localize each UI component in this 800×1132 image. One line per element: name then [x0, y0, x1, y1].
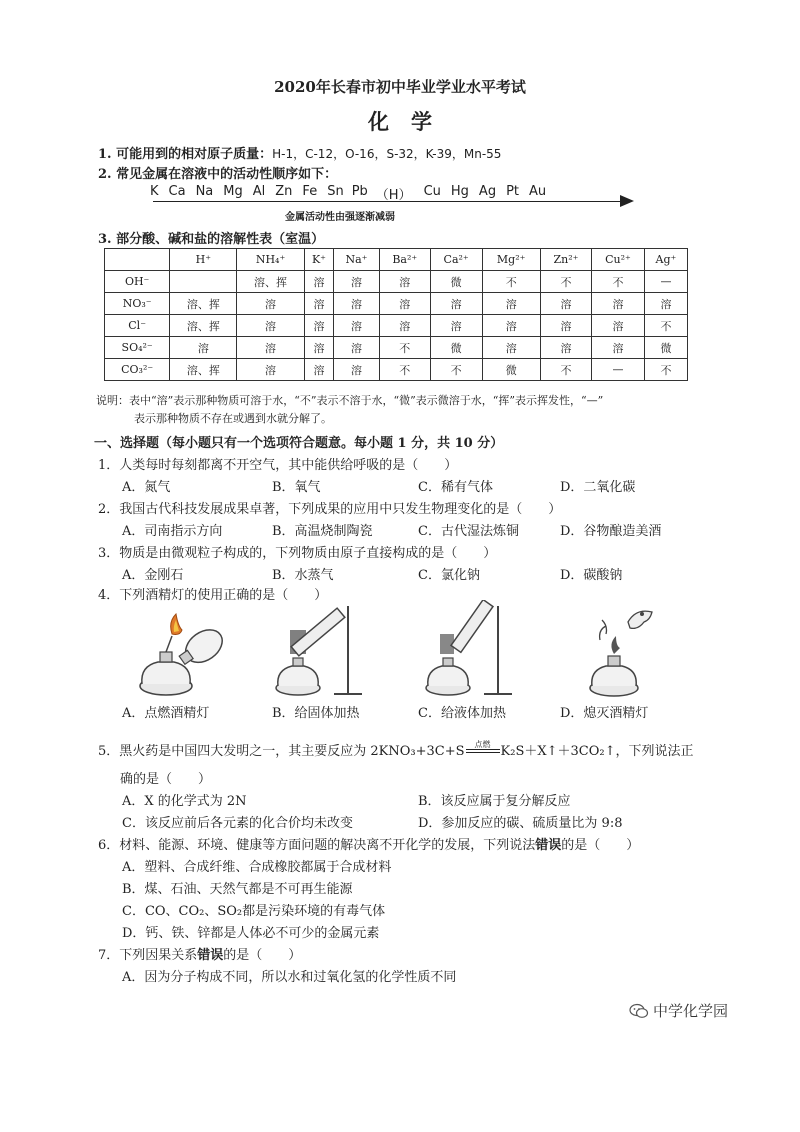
note-activity-series: 2. 常见金属在溶液中的活动性顺序如下：: [98, 167, 338, 182]
table-row-header: SO₄²⁻: [105, 337, 170, 359]
question-4-option-a[interactable]: A．点燃酒精灯: [122, 706, 210, 721]
table-cell: 溶: [237, 337, 304, 359]
table-cell: 不: [379, 337, 430, 359]
metal-symbol: （H）: [375, 188, 412, 203]
table-cell: 溶: [379, 271, 430, 293]
question-7-stem-emphasis: 错误: [197, 948, 224, 963]
question-3-option-d[interactable]: D．碳酸钠: [560, 568, 623, 583]
table-header-cell: K⁺: [304, 249, 334, 271]
table-note-line1: 说明：表中“溶”表示那种物质可溶于水，“不”表示不溶于水，“微”表示微溶于水，“挥”表示挥发性，“—”: [96, 394, 604, 407]
table-row-header: Cl⁻: [105, 315, 170, 337]
metal-symbol: Al: [252, 184, 266, 199]
question-7-stem-pre: 7．下列因果关系: [98, 948, 198, 963]
question-7-stem-post: 的是（ ）: [223, 948, 302, 963]
question-3-stem: 3．物质是由微观粒子构成的，下列物质由原子直接构成的是（ ）: [98, 546, 497, 561]
table-row: [105, 337, 688, 359]
table-cell: 溶: [304, 271, 334, 293]
metal-symbol: Ag: [478, 184, 497, 199]
arrow-right-icon: [620, 195, 634, 207]
metal-symbol: Pt: [506, 184, 520, 199]
table-cell: 溶、挥: [170, 315, 237, 337]
question-7-stem: [98, 944, 301, 963]
metal-symbol: Pb: [351, 184, 368, 199]
table-cell: 不: [540, 271, 591, 293]
question-5-option-b[interactable]: B．该反应属于复分解反应: [418, 794, 571, 809]
metal-symbol: Fe: [302, 184, 318, 199]
reaction-arrow: [466, 740, 500, 759]
question-5-stem-part2: K₂S＋X↑＋3CO₂↑，下列说法正: [500, 744, 694, 759]
question-4-stem: 4．下列酒精灯的使用正确的是（ ）: [98, 588, 328, 603]
question-5-option-a[interactable]: A．X 的化学式为 2N: [122, 794, 247, 809]
question-6-option-d[interactable]: D．钙、铁、锌都是人体必不可少的金属元素: [122, 926, 380, 941]
reaction-condition: 点燃: [474, 740, 491, 749]
table-row: [105, 359, 688, 381]
question-6-option-a[interactable]: A．塑料、合成纤维、合成橡胶都属于合成材料: [122, 860, 392, 875]
question-5-stem-line2: 确的是（ ）: [120, 772, 212, 787]
table-header-cell: Ag⁺: [644, 249, 687, 271]
note-atomic-mass: [98, 143, 501, 162]
table-cell: 溶: [592, 293, 645, 315]
equals-sign-icon: [466, 749, 500, 753]
activity-arrow-line: [153, 201, 623, 202]
table-row-header: CO₃²⁻: [105, 359, 170, 381]
extinguishing-lamp-figure: [572, 600, 672, 700]
question-2-stem: 2．我国古代科技发展成果卓著，下列成果的应用中只发生物理变化的是（ ）: [98, 502, 562, 517]
lamp-lighting-figure: [128, 604, 232, 698]
table-cell: 溶: [540, 293, 591, 315]
table-row: [105, 271, 688, 293]
table-note-line2: 表示那种物质不存在或遇到水就分解了。: [134, 412, 332, 425]
table-cell: 溶、挥: [170, 359, 237, 381]
table-cell: 溶、挥: [237, 271, 304, 293]
table-cell: 微: [430, 337, 482, 359]
subject-title: 化学: [368, 109, 454, 134]
question-1-stem: 1．人类每时每刻都离不开空气，其中能供给呼吸的是（ ）: [98, 458, 458, 473]
table-cell: 溶: [482, 315, 540, 337]
table-cell: 溶: [334, 337, 379, 359]
note-solubility: 3. 部分酸、碱和盐的溶解性表（室温）: [98, 232, 325, 247]
table-cell: 微: [644, 337, 687, 359]
table-cell: 溶: [644, 293, 687, 315]
table-cell: 溶: [482, 293, 540, 315]
table-header-cell: Zn²⁺: [540, 249, 591, 271]
table-cell: 不: [379, 359, 430, 381]
table-header-cell: H⁺: [170, 249, 237, 271]
table-header-row: [105, 249, 688, 271]
table-cell: 溶: [540, 337, 591, 359]
table-header-cell: NH₄⁺: [237, 249, 304, 271]
activity-caption: 金属活动性由强逐渐减弱: [285, 212, 395, 223]
table-cell: 溶: [334, 293, 379, 315]
wechat-icon: [629, 1003, 649, 1019]
table-cell: 溶、挥: [170, 293, 237, 315]
question-5-option-c[interactable]: C．该反应前后各元素的化合价均未改变: [122, 816, 353, 831]
question-2-option-c[interactable]: C．古代湿法炼铜: [418, 524, 519, 539]
metal-symbol: Mg: [223, 184, 243, 199]
question-6-stem-emphasis: 错误: [535, 838, 562, 853]
table-cell: 不: [430, 359, 482, 381]
question-5-stem-part1: 5．黑火药是中国四大发明之一，其主要反应为 2KNO₃+3C+S: [98, 744, 465, 759]
question-2-option-a[interactable]: A．司南指示方向: [122, 524, 223, 539]
metal-symbol: Zn: [275, 184, 293, 199]
question-6-option-b[interactable]: B．煤、石油、天然气都是不可再生能源: [122, 882, 353, 897]
table-cell: 溶: [237, 293, 304, 315]
table-row-header: OH⁻: [105, 271, 170, 293]
question-3-option-a[interactable]: A．金刚石: [122, 568, 184, 583]
table-cell: 不: [482, 271, 540, 293]
metal-symbol: Cu: [423, 184, 441, 199]
table-cell: 微: [430, 271, 482, 293]
table-cell: 溶: [304, 293, 334, 315]
question-7-option-a[interactable]: A．因为分子构成不同，所以水和过氧化氢的化学性质不同: [122, 970, 457, 985]
question-5-stem: [98, 740, 694, 759]
watermark-text: 中学化学园: [652, 1002, 728, 1020]
table-row: [105, 293, 688, 315]
question-6-stem-pre: 6．材料、能源、环境、健康等方面问题的解决离不开化学的发展，下列说法: [98, 838, 536, 853]
question-1-option-b[interactable]: B．氧气: [272, 480, 321, 495]
table-cell: 溶: [540, 315, 591, 337]
table-cell: 不: [644, 359, 687, 381]
exam-title: 2020年长春市初中毕业学业水平考试: [274, 78, 526, 96]
table-cell: 溶: [482, 337, 540, 359]
question-2-option-b[interactable]: B．高温烧制陶瓷: [272, 524, 373, 539]
table-cell: 溶: [430, 293, 482, 315]
table-cell: 不: [592, 271, 645, 293]
table-row-header: NO₃⁻: [105, 293, 170, 315]
table-cell: 溶: [379, 315, 430, 337]
table-header-cell: Na⁺: [334, 249, 379, 271]
question-6-stem: [98, 834, 639, 853]
heating-liquid-figure: [418, 600, 518, 700]
table-cell: 溶: [379, 293, 430, 315]
table-cell: 溶: [304, 359, 334, 381]
metal-symbol: Na: [195, 184, 214, 199]
table-cell: —: [592, 359, 645, 381]
table-cell: 溶: [304, 315, 334, 337]
question-1-option-d[interactable]: D．二氧化碳: [560, 480, 636, 495]
table-cell: [170, 271, 237, 293]
solubility-table: [104, 248, 688, 381]
metal-symbol: Sn: [327, 184, 344, 199]
question-5-option-d[interactable]: D．参加反应的碳、硫质量比为 9:8: [418, 816, 623, 831]
question-4-option-c[interactable]: C．给液体加热: [418, 706, 506, 721]
table-header-cell: Ca²⁺: [430, 249, 482, 271]
table-cell: 微: [482, 359, 540, 381]
metal-symbol: Hg: [450, 184, 469, 199]
table-cell: 溶: [304, 337, 334, 359]
note-atomic-mass-label: 1. 可能用到的相对原子质量：: [98, 147, 273, 162]
table-cell: 溶: [334, 271, 379, 293]
question-1-option-c[interactable]: C．稀有气体: [418, 480, 493, 495]
question-6-option-c[interactable]: C．CO、CO₂、SO₂都是污染环境的有毒气体: [122, 904, 386, 919]
table-header-cell: [105, 249, 170, 271]
question-2-option-d[interactable]: D．谷物酿造美酒: [560, 524, 662, 539]
question-4-option-b[interactable]: B．给固体加热: [272, 706, 360, 721]
table-header-cell: Ba²⁺: [379, 249, 430, 271]
table-header-cell: Mg²⁺: [482, 249, 540, 271]
table-cell: 溶: [170, 337, 237, 359]
metal-symbol: Au: [529, 184, 547, 199]
table-cell: —: [644, 271, 687, 293]
question-4-option-d[interactable]: D．熄灭酒精灯: [560, 706, 649, 721]
metal-symbol: Ca: [168, 184, 186, 199]
table-header-cell: Cu²⁺: [592, 249, 645, 271]
table-cell: 不: [540, 359, 591, 381]
question-3-option-b[interactable]: B．水蒸气: [272, 568, 334, 583]
heating-solid-figure: [268, 600, 368, 700]
table-cell: 溶: [237, 359, 304, 381]
table-cell: 溶: [592, 337, 645, 359]
table-cell: 溶: [592, 315, 645, 337]
table-row: [105, 315, 688, 337]
watermark: [629, 1000, 728, 1021]
table-cell: 溶: [237, 315, 304, 337]
table-cell: 溶: [334, 315, 379, 337]
table-cell: 溶: [430, 315, 482, 337]
question-6-stem-post: 的是（ ）: [561, 838, 640, 853]
table-cell: 不: [644, 315, 687, 337]
question-3-option-c[interactable]: C．氯化钠: [418, 568, 480, 583]
section-heading: 一、选择题（每小题只有一个选项符合题意。每小题 1 分，共 10 分）: [94, 436, 504, 451]
table-cell: 溶: [334, 359, 379, 381]
question-1-option-a[interactable]: A．氮气: [122, 480, 171, 495]
note-atomic-mass-values: H-1，C-12，O-16，S-32，K-39，Mn-55: [272, 147, 502, 161]
metal-symbol: K: [150, 184, 159, 199]
